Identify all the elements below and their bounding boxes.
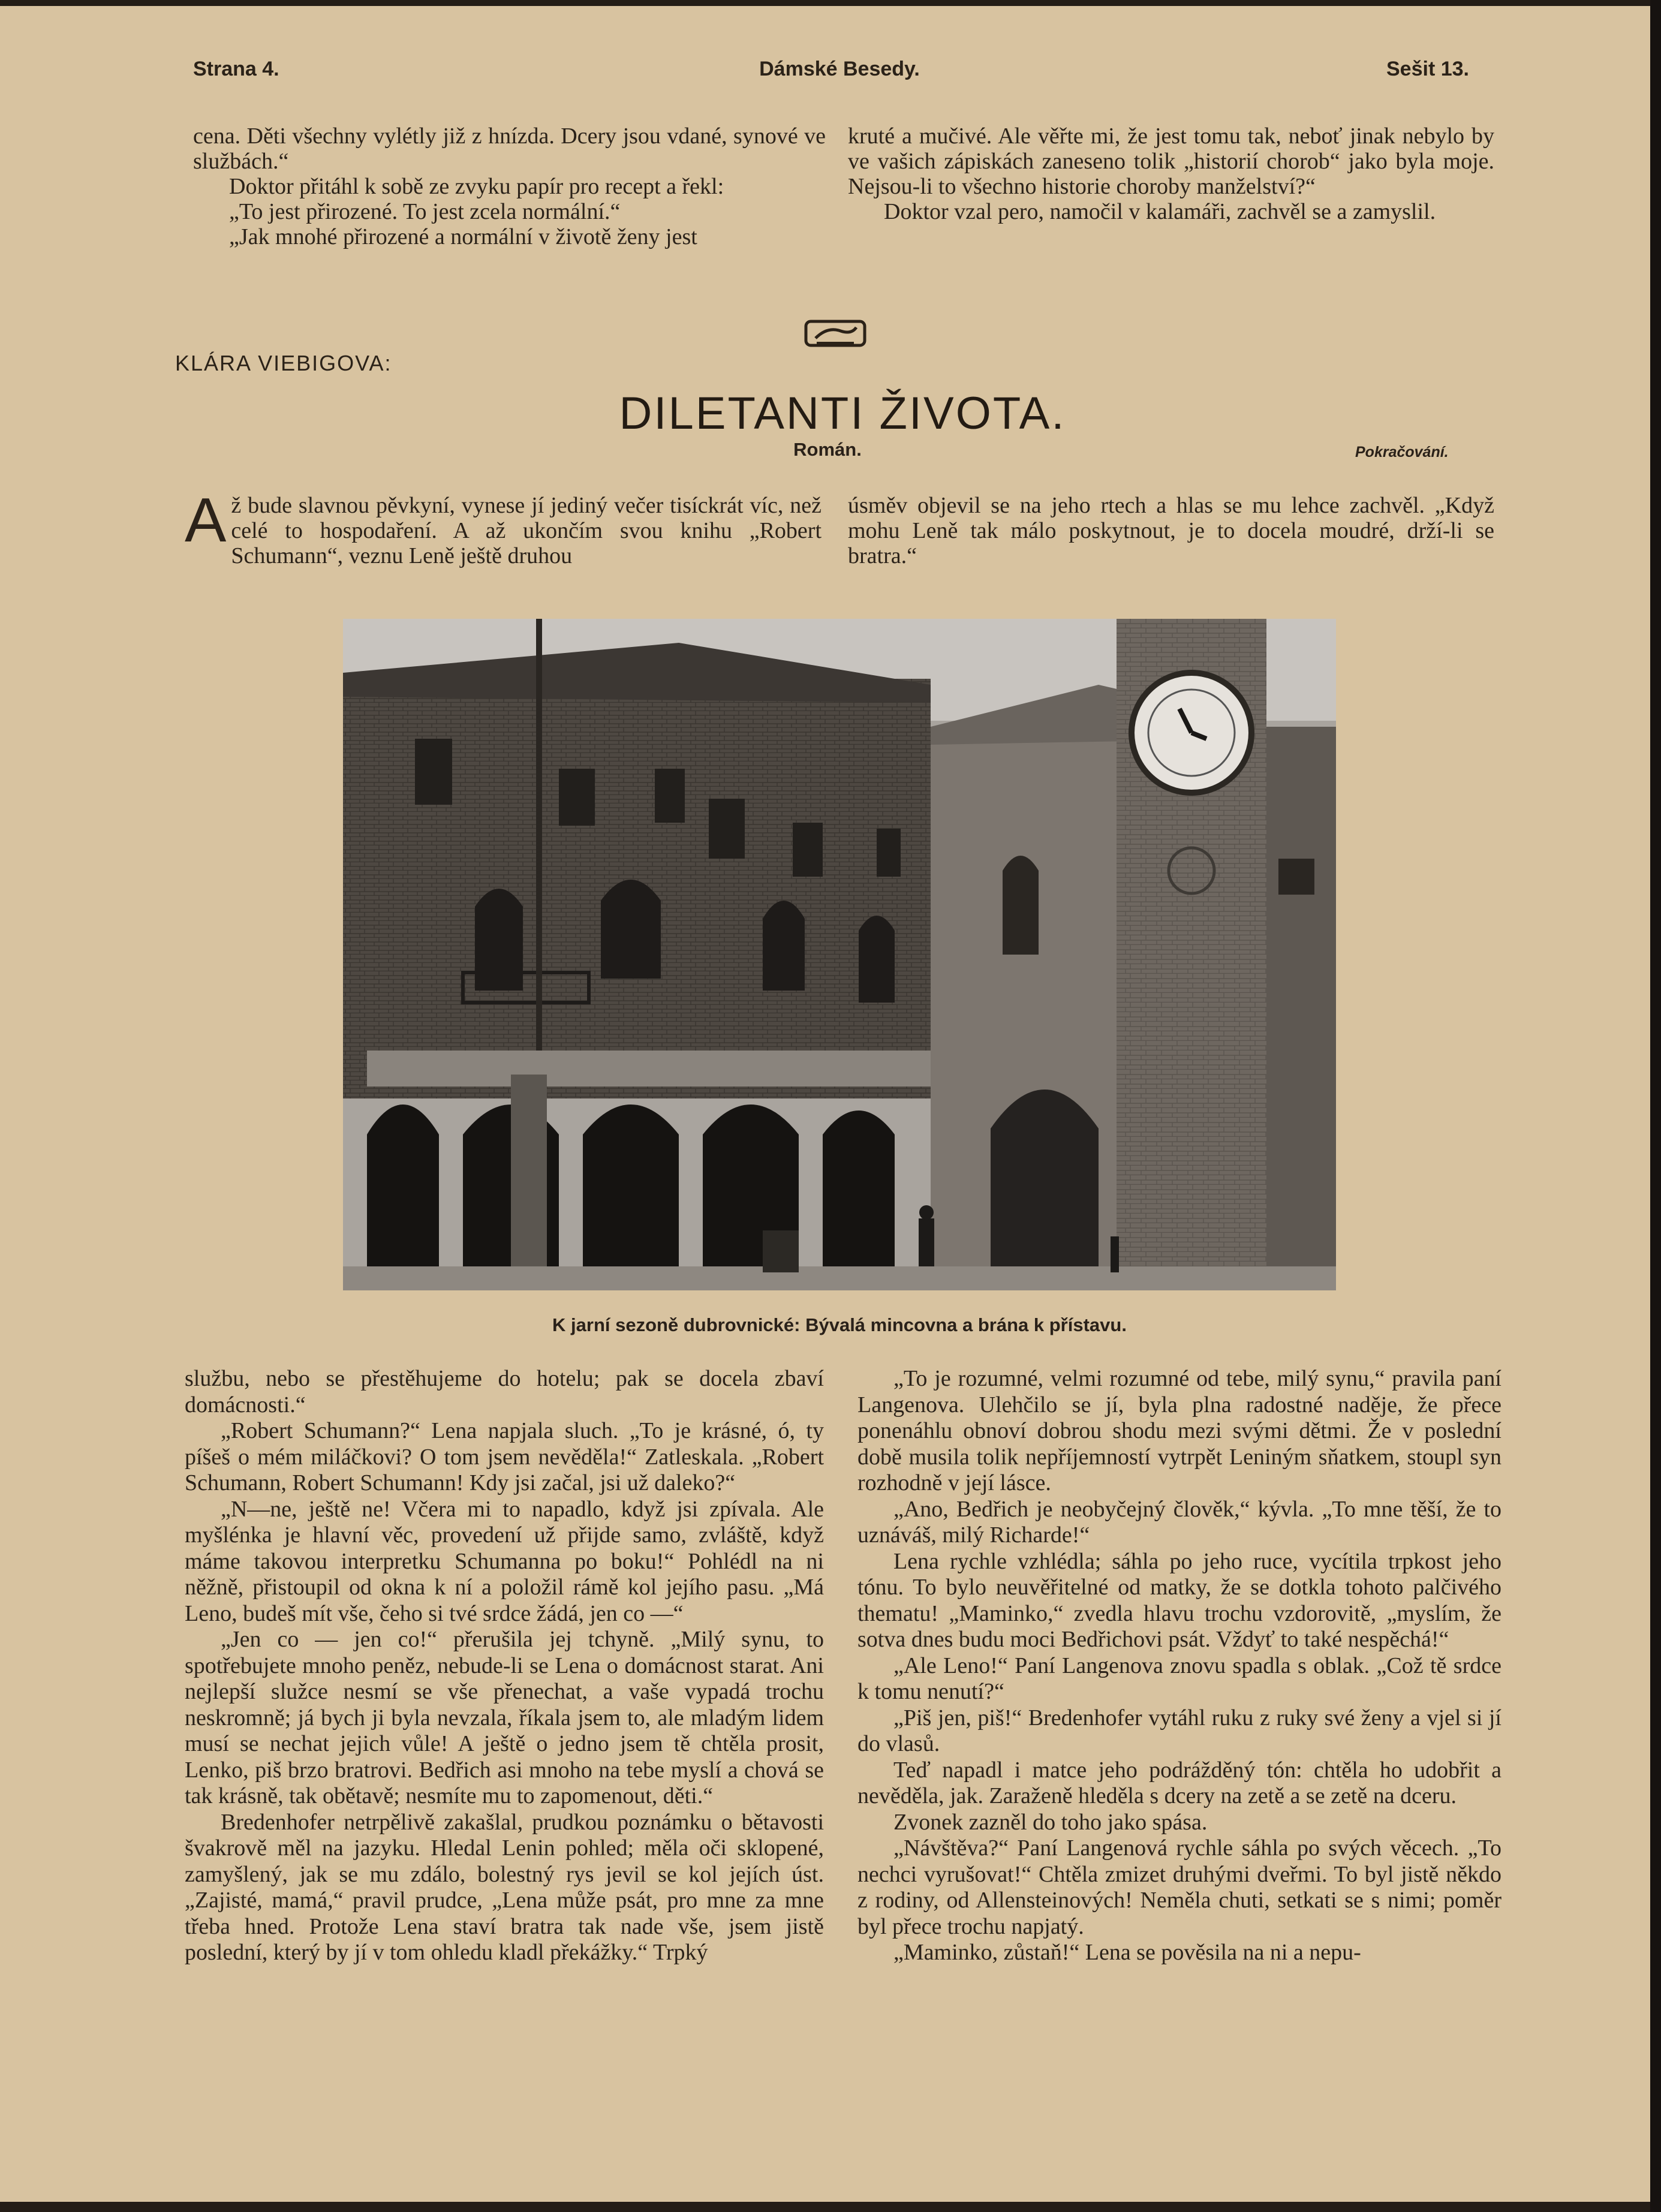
paragraph: Doktor přitáhl k sobě ze zvyku papír pro recept a řekl: [229,174,724,199]
photo-caption: K jarní sezoně dubrovnické: Bývalá mincovna a brána k přístavu. [552,1314,1127,1335]
top-left-column [193,124,826,249]
magazine-page [0,6,1650,2202]
story-subtitle: Román. [793,439,862,460]
continued-note: Pokračování. [1355,444,1449,461]
paragraph: Teď napadl i matce jeho podrážděný tón: chtěla ho udobřit a nevěděla, jak. Zaraženě hleděla s dcery na zetě a se zetě na dceru. [857,1757,1501,1808]
paragraph: „N—ne, ještě ne! Včera mi to napadlo, když jsi zpívala. Ale myšlénka je hlavní věc, provedení už přijde samo, zvláště, když máme takovou interpretku Schumanna po boku!“ Pohlédl na ni něžně, přistoupil od okna k ní a položil rámě kol jejího pasu. „Má Leno, budeš mít vše, čeho si tvé srdce žádá, jen co —“ [185,1496,824,1626]
paragraph: „Jak mnohé přirozené a normální v životě ženy jest [229,224,697,249]
middle-left-column [185,486,822,568]
paragraph: „Ale Leno!“ Paní Langenova znovu spadla s oblak. „Což tě srdce k tomu nenutí?“ [857,1653,1501,1704]
paragraph: „Maminko, zůstaň!“ Lena se pověsila na ni a nepu- [893,1940,1361,1965]
paragraph: úsměv objevil se na jeho rtech a hlas se mu lehce zachvěl. „Když mohu Leně tak málo poskytnout, je to docela moudré, drží-li se bratra.“ [848,493,1494,568]
drop-cap: A [185,486,227,555]
paragraph: cena. Děti všechny vylétly již z hnízda. Dcery jsou vdané, synové ve službách.“ [193,124,826,174]
paragraph: „To jest přirozené. To jest zcela normální.“ [229,199,621,224]
paragraph: „Ano, Bedřich je neobyčejný člověk,“ kývla. „To mne těší, že to uznáváš, milý Richarde!“ [857,1496,1501,1548]
paragraph: „Jen co — jen co!“ přerušila jej tchyně. „Milý synu, to spotřebujete mnoho peněz, nebude-li se Lena o domácnost starat. Ani nejlepší služce nesmí se vše přenechat, a vaše vypadá trochu neskromně; já bych ji byla nevzala, říkala jsem to, ale mladým lidem musí se nechat jejich vůle! A ještě o jedno jsem tě chtěla prosit, Lenko, piš brzo bratrovi. Bedřich asi mnoho na tebe myslí a chová se tak krásně, tak obětavě; nesmíte mu to zapomenout, děti.“ [185,1627,824,1808]
paragraph: „To je rozumné, velmi rozumné od tebe, milý synu,“ pravila paní Langenova. Ulehčilo se jí, byla plna radostné naděje, že přece ponenáhlu obnoví dobrou shodu mezi svými dětmi. Že v poslední době musila tolik nepříjemností vytrpět Leniným sňatkem, stoupl syn rozhodně v její lásce. [857,1366,1501,1495]
story-author: KLÁRA VIEBIGOVA: [175,351,392,375]
story-title: DILETANTI ŽIVOTA. [619,388,1066,439]
paragraph: „Návštěva?“ Paní Langenová rychle sáhla po svých věcech. „To nechci vyrušovat!“ Chtěla zmizet druhými dveřmi. To byl jistě někdo z rodiny, od Allensteinových! Neměla chuti, setkati se s nimi; poměr byl přece trochu napjatý. [857,1835,1501,1939]
paragraph: Lena rychle vzhlédla; sáhla po jeho ruce, vycítila trpkost jeho tónu. To bylo neuvěřitelné od matky, že se dotkla tohoto palčivého thematu! „Maminko,“ zvedla hlavu trochu vzdorovitě, „myslím, že sotva dnes budu moci Bedřichovi psát. Vždyť to také nespěchá!“ [857,1548,1501,1652]
opening-text: ž bude slavnou pěvkyní, vynese jí jediný večer tisíckrát víc, než celé to hospodaření. A až ukončím svou knihu „Robert Schumann“, veznu Leně ještě druhou [231,493,822,568]
issue-number: Sešit 13. [1386,58,1469,80]
photo-dubrovnik-mint-and-harbour-gate [343,619,1336,1290]
paragraph: „Piš jen, piš!“ Bredenhofer vytáhl ruku z ruky své ženy a vjel si jí do vlasů. [857,1705,1501,1756]
paragraph: Zvonek zazněl do toho jako spása. [893,1809,1208,1835]
ornament-icon [804,317,867,350]
bottom-left-column [185,1366,824,1966]
top-right-column [848,124,1494,224]
page-number: Strana 4. [193,58,279,80]
paragraph: službu, nebo se přestěhujeme do hotelu; pak se docela zbaví domácnosti.“ [185,1366,824,1418]
paragraph: kruté a mučivé. Ale věřte mi, že jest tomu tak, neboť jinak nebylo by ve vašich zápiskách zaneseno tolik „historií chorob“ jako byla moje. Nejsou-li to všechno historie choroby manželství?“ [848,124,1494,199]
paragraph: Doktor vzal pero, namočil v kalamáři, zachvěl se a zamyslil. [884,199,1436,224]
paragraph: Bredenhofer netrpělivě zakašlal, prudkou poznámku o bětavosti švakrově měl na jazyku. Hledal Lenin pohled; měla oči sklopené, zamyšlený, jak se mu zdálo, bolestný rys jevil se kol jejích úst. „Zajisté, mamá,“ pravil prudce, „Lena může psát, pro mne za mne třeba hned. Protože Lena staví bratra tak nade vše, jsem jistě poslední, který by jí v tom ohledu kladl překážky.“ Trpký [185,1809,824,1965]
paragraph: „Robert Schumann?“ Lena napjala sluch. „To je krásné, ó, ty píšeš o mém miláčkovi? O tom jsem nevěděla!“ Zatleskala. „Robert Schumann, Robert Schumann! Kdy jsi začal, jsi už daleko?“ [185,1418,824,1495]
middle-right-column [848,493,1494,568]
bottom-right-column [857,1366,1501,1966]
magazine-title: Dámské Besedy. [759,58,920,80]
opening-paragraph [185,486,822,568]
binding-edge [1650,0,1661,2212]
